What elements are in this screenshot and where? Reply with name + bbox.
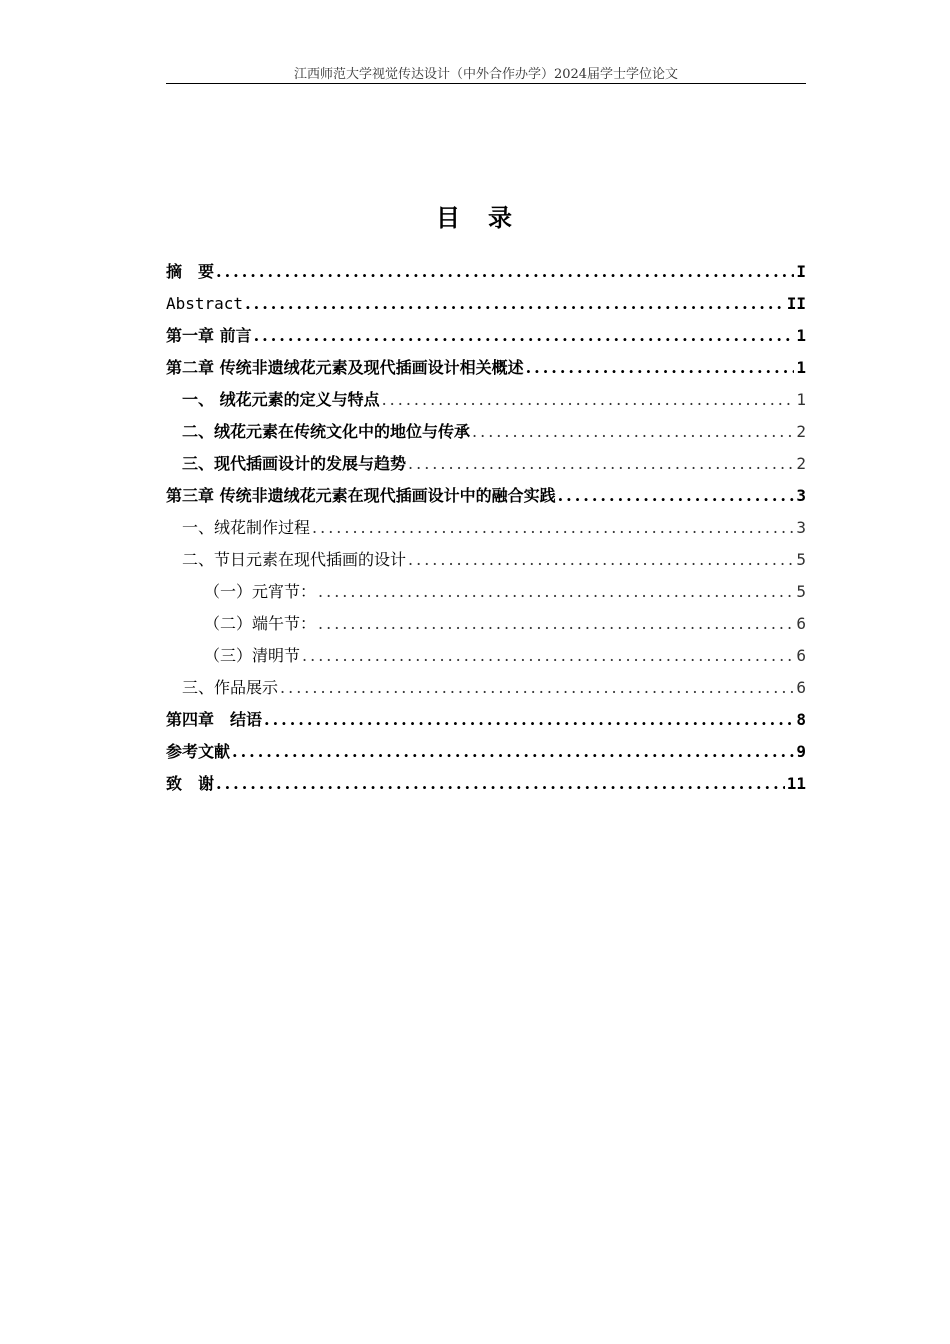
- toc-entry-section-3-1[interactable]: [166, 512, 806, 544]
- toc-entry-label: 摘 要: [166, 262, 215, 281]
- toc-entry-abstract-cn[interactable]: [166, 256, 806, 288]
- toc-entry-subsection-3-2-2[interactable]: [166, 608, 806, 640]
- toc-entry-label: 致 谢: [166, 774, 215, 793]
- toc-entry-label: 一、绒花制作过程: [182, 518, 311, 537]
- toc-leader-dots: [318, 608, 794, 640]
- toc-entry-chapter-1[interactable]: [166, 320, 806, 352]
- toc-entry-page: 8: [796, 710, 806, 729]
- toc-leader-dots: [408, 448, 794, 480]
- toc-entry-abstract-en[interactable]: [166, 288, 806, 320]
- toc-leader-dots: [245, 288, 785, 320]
- toc-entry-acknowledgements[interactable]: [166, 768, 806, 800]
- running-header-text: 江西师范大学视觉传达设计（中外合作办学）2024届学士学位论文: [293, 67, 679, 82]
- toc-leader-dots: [382, 384, 795, 416]
- toc-entry-label: 第二章 传统非遗绒花元素及现代插画设计相关概述: [166, 358, 524, 377]
- toc-entry-chapter-2[interactable]: [166, 352, 806, 384]
- toc-entry-section-3-2[interactable]: [166, 544, 806, 576]
- toc-entry-label: （二）端午节：: [204, 614, 317, 633]
- toc-entry-chapter-4[interactable]: [166, 704, 806, 736]
- toc-leader-dots: [280, 672, 794, 704]
- toc-entry-label: （一）元宵节：: [204, 582, 317, 601]
- toc-entry-page: 3: [796, 518, 806, 537]
- toc-entry-section-3-3[interactable]: [166, 672, 806, 704]
- toc-leader-dots: [526, 352, 795, 384]
- toc-leader-dots: [216, 256, 794, 288]
- toc-entry-page: 1: [796, 358, 806, 377]
- toc-entry-label: 二、绒花元素在传统文化中的地位与传承: [182, 422, 471, 441]
- toc-leader-dots: [216, 768, 785, 800]
- toc-leader-dots: [318, 576, 794, 608]
- toc-leader-dots: [408, 544, 794, 576]
- toc-entry-section-2-2[interactable]: [166, 416, 806, 448]
- toc-entry-page: 1: [796, 326, 806, 345]
- toc-leader-dots: [312, 512, 794, 544]
- toc-entry-label: 第一章 前言: [166, 326, 252, 345]
- toc-entry-label: （三）清明节: [204, 646, 301, 665]
- toc-entry-page: 5: [796, 582, 806, 601]
- toc-leader-dots: [302, 640, 794, 672]
- toc-title: 目 录: [436, 203, 514, 232]
- toc-leader-dots: [254, 320, 795, 352]
- toc-entry-page: 2: [796, 454, 806, 473]
- toc-entry-label: 第四章 结语: [166, 710, 263, 729]
- toc-entry-page: 11: [786, 774, 806, 793]
- toc-leader-dots: [264, 704, 794, 736]
- toc-leader-dots: [232, 736, 794, 768]
- table-of-contents: [166, 256, 806, 800]
- toc-leader-dots: [472, 416, 794, 448]
- toc-entry-page: II: [786, 294, 806, 313]
- toc-entry-references[interactable]: [166, 736, 806, 768]
- toc-entry-section-2-3[interactable]: [166, 448, 806, 480]
- toc-entry-label: Abstract: [166, 294, 244, 313]
- toc-entry-label: 参考文献: [166, 742, 231, 761]
- toc-entry-label: 二、节日元素在现代插画的设计: [182, 550, 407, 569]
- toc-entry-page: 5: [796, 550, 806, 569]
- toc-entry-page: 6: [796, 614, 806, 633]
- toc-entry-label: 三、现代插画设计的发展与趋势: [182, 454, 407, 473]
- toc-entry-label: 三、作品展示: [182, 678, 279, 697]
- toc-entry-page: 2: [796, 422, 806, 441]
- toc-entry-subsection-3-2-1[interactable]: [166, 576, 806, 608]
- toc-entry-page: 3: [796, 486, 806, 505]
- toc-entry-page: 6: [796, 678, 806, 697]
- toc-entry-page: 9: [796, 742, 806, 761]
- toc-entry-chapter-3[interactable]: [166, 480, 806, 512]
- toc-entry-subsection-3-2-3[interactable]: [166, 640, 806, 672]
- toc-leader-dots: [558, 480, 795, 512]
- toc-entry-page: 1: [796, 390, 806, 409]
- toc-entry-page: I: [796, 262, 806, 281]
- toc-entry-page: 6: [796, 646, 806, 665]
- toc-entry-label: 第三章 传统非遗绒花元素在现代插画设计中的融合实践: [166, 486, 556, 505]
- toc-entry-section-2-1[interactable]: [166, 384, 806, 416]
- running-header: [166, 66, 806, 84]
- toc-entry-label: 一、 绒花元素的定义与特点: [182, 390, 380, 409]
